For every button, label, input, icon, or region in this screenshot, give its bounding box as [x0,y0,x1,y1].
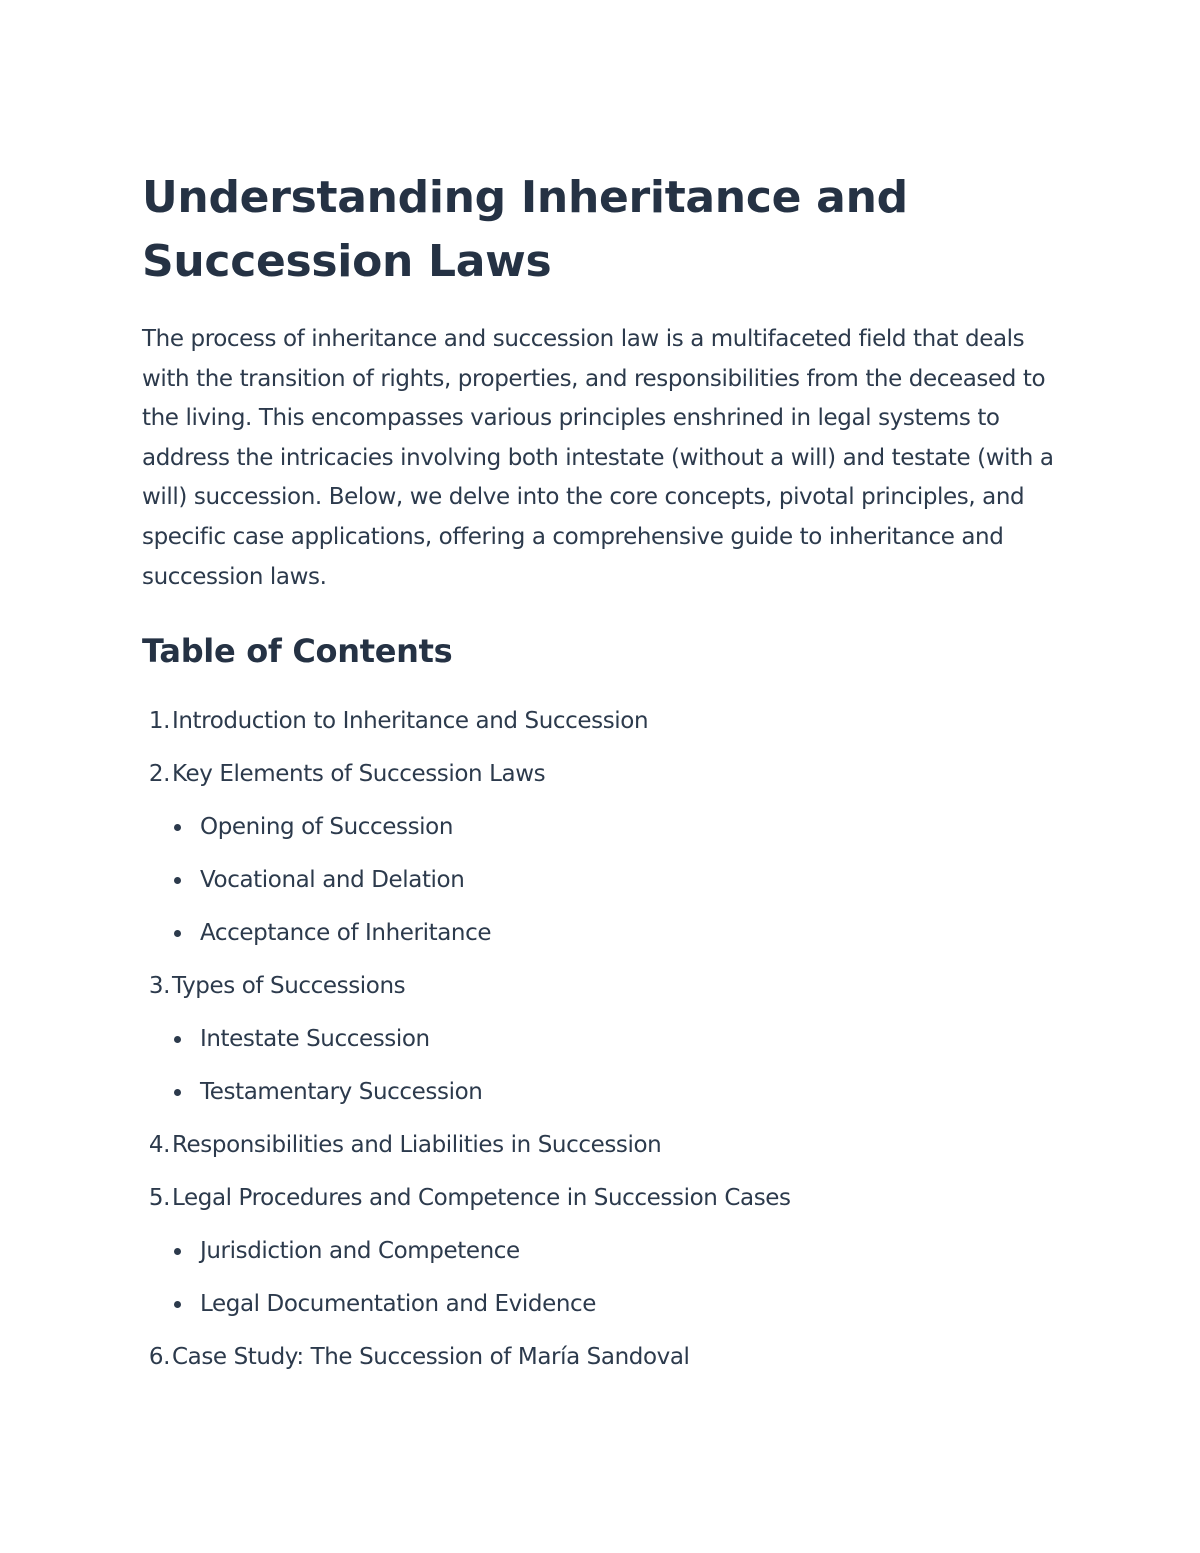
toc-heading: Table of Contents [142,632,453,671]
toc-subitems [142,1013,1062,1119]
bullet-icon [174,1301,181,1308]
toc-subitems [142,801,1062,960]
toc-item-label: Types of Successions [172,973,406,1000]
toc-subitem-label: Testamentary Succession [200,1079,483,1106]
toc-item-label: Responsibilities and Liabilities in Succession [172,1132,662,1159]
toc-subitem-label: Acceptance of Inheritance [200,920,492,947]
toc-sublist [142,801,1062,960]
toc-subitem [142,1278,1062,1331]
toc-subitems [142,1225,1062,1331]
toc-item [142,1172,1062,1225]
toc-subitem [142,801,1062,854]
toc-sublist [142,1013,1062,1119]
toc-item-label: Introduction to Inheritance and Succession [172,708,649,735]
toc-item-number: 1. [148,708,170,735]
table-of-contents [142,695,1062,1384]
toc-item-label: Key Elements of Succession Laws [172,761,546,788]
toc-subitem-label: Opening of Succession [200,814,454,841]
toc-item-label: Legal Procedures and Competence in Succession Cases [172,1185,791,1212]
toc-item-number: 4. [148,1132,170,1159]
toc-subitem [142,1013,1062,1066]
toc-item [142,1331,1062,1384]
bullet-icon [174,1089,181,1096]
toc-sublist [142,1225,1062,1331]
toc-subitem-label: Legal Documentation and Evidence [200,1291,597,1318]
bullet-icon [174,1248,181,1255]
toc-subitem [142,1066,1062,1119]
toc-item-label: Case Study: The Succession of María Sandoval [172,1344,690,1371]
toc-item-number: 5. [148,1185,170,1212]
toc-item [142,748,1062,801]
toc-subitem-label: Intestate Succession [200,1026,430,1053]
bullet-icon [174,877,181,884]
toc-item-number: 2. [148,761,170,788]
toc-subitem [142,854,1062,907]
toc-item [142,1119,1062,1172]
toc-subitem-label: Vocational and Delation [200,867,465,894]
toc-item [142,695,1062,748]
bullet-icon [174,824,181,831]
bullet-icon [174,1036,181,1043]
toc-subitem-label: Jurisdiction and Competence [200,1238,520,1265]
document-title: Understanding Inheritance and Succession Laws [142,172,908,287]
bullet-icon [174,930,181,937]
toc-item [142,960,1062,1013]
toc-item-number: 3. [148,973,170,1000]
toc-item-number: 6. [148,1344,170,1371]
toc-subitem [142,907,1062,960]
intro-paragraph: The process of inheritance and succession law is a multifaceted field that deals with the transition of rights, properties, and responsibilities from the deceased to the living. This encompasses various principles enshrined in legal systems to address the intricacies involving both intestate (without a will) and testate (with a will) succession. Below, we delve into the core concepts, pivotal principles, and specific case applications, offering a comprehensive guide to inheritance and succession laws. [142,326,1054,590]
toc-subitem [142,1225,1062,1278]
document-page [142,166,1062,1384]
